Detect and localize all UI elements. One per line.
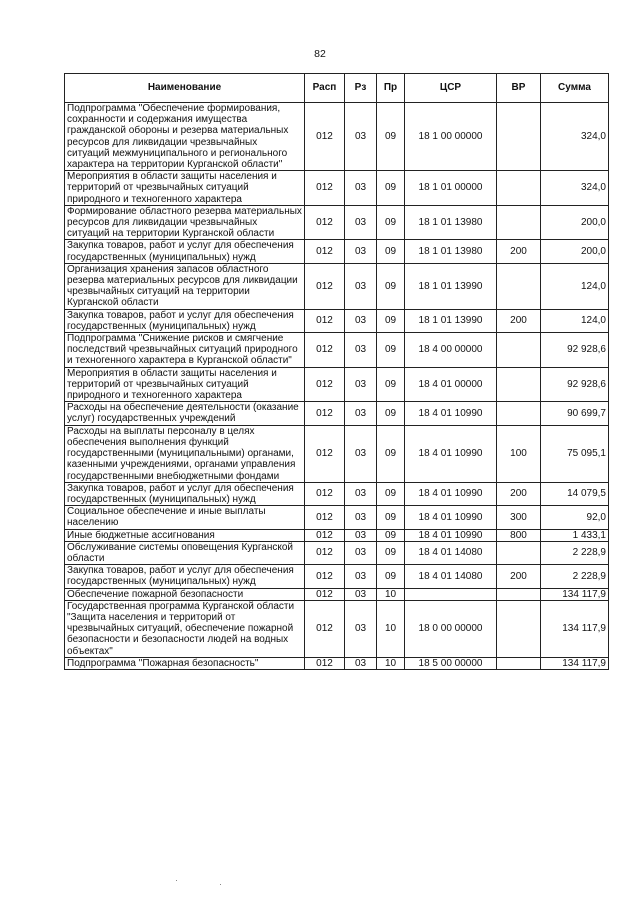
row-sum: 90 699,7 <box>541 402 609 425</box>
scan-speck <box>176 880 177 881</box>
row-sum: 92 928,6 <box>541 367 609 402</box>
table-row <box>65 367 609 402</box>
table-row <box>65 600 609 657</box>
budget-table <box>64 73 609 670</box>
row-name: Иные бюджетные ассигнования <box>65 529 305 541</box>
row-sum: 92 928,6 <box>541 333 609 368</box>
row-name: Государственная программа Курганской области "Защита населения и территорий от чрезвычайных ситуаций, обеспечение пожарной безопасности и безопасности людей на водных объектах" <box>65 600 305 657</box>
row-rz: 03 <box>345 600 377 657</box>
row-vr: 200 <box>497 240 541 263</box>
row-csr: 18 0 00 00000 <box>405 600 497 657</box>
row-pr: 09 <box>377 240 405 263</box>
row-name: Подпрограмма "Обеспечение формирования, сохранности и содержания имущества гражданской обороны и резерва материальных ресурсов для ликвидации чрезвычайных ситуаций межмуниципального и регионального характера на территории Курганской области" <box>65 103 305 171</box>
row-vr <box>497 171 541 206</box>
row-rz: 03 <box>345 541 377 564</box>
row-rasp: 012 <box>305 600 345 657</box>
page-number: 82 <box>314 48 326 60</box>
row-vr <box>497 333 541 368</box>
row-pr: 09 <box>377 529 405 541</box>
row-sum: 92,0 <box>541 506 609 529</box>
row-rz: 03 <box>345 402 377 425</box>
row-sum: 14 079,5 <box>541 482 609 505</box>
row-name: Закупка товаров, работ и услуг для обеспечения государственных (муниципальных) нужд <box>65 482 305 505</box>
row-rz: 03 <box>345 565 377 588</box>
row-rz: 03 <box>345 309 377 332</box>
column-header-vr: ВР <box>497 74 541 103</box>
row-sum: 134 117,9 <box>541 588 609 600</box>
row-rasp: 012 <box>305 309 345 332</box>
row-name: Социальное обеспечение и иные выплаты населению <box>65 506 305 529</box>
row-name: Подпрограмма "Пожарная безопасность" <box>65 657 305 669</box>
row-rz: 03 <box>345 171 377 206</box>
row-rz: 03 <box>345 333 377 368</box>
row-sum: 324,0 <box>541 103 609 171</box>
row-csr: 18 4 01 14080 <box>405 565 497 588</box>
row-rz: 03 <box>345 263 377 309</box>
scan-speck <box>220 884 221 885</box>
table-row <box>65 263 609 309</box>
row-name: Мероприятия в области защиты населения и территорий от чрезвычайных ситуаций природного и техногенного характера <box>65 367 305 402</box>
row-vr <box>497 367 541 402</box>
row-csr: 18 4 00 00000 <box>405 333 497 368</box>
row-name: Закупка товаров, работ и услуг для обеспечения государственных (муниципальных) нужд <box>65 565 305 588</box>
row-csr: 18 1 01 13980 <box>405 205 497 240</box>
row-rasp: 012 <box>305 333 345 368</box>
row-pr: 09 <box>377 263 405 309</box>
row-rz: 03 <box>345 506 377 529</box>
table-row <box>65 541 609 564</box>
row-pr: 09 <box>377 425 405 482</box>
row-csr: 18 4 01 10990 <box>405 529 497 541</box>
row-name: Обеспечение пожарной безопасности <box>65 588 305 600</box>
row-name: Закупка товаров, работ и услуг для обеспечения государственных (муниципальных) нужд <box>65 309 305 332</box>
row-vr <box>497 588 541 600</box>
row-csr: 18 4 01 10990 <box>405 482 497 505</box>
row-sum: 75 095,1 <box>541 425 609 482</box>
row-rasp: 012 <box>305 402 345 425</box>
row-vr: 100 <box>497 425 541 482</box>
row-vr: 200 <box>497 565 541 588</box>
row-rz: 03 <box>345 367 377 402</box>
table-row <box>65 482 609 505</box>
column-header-name: Наименование <box>65 74 305 103</box>
row-rasp: 012 <box>305 541 345 564</box>
row-vr <box>497 541 541 564</box>
row-sum: 134 117,9 <box>541 657 609 669</box>
row-csr: 18 1 01 00000 <box>405 171 497 206</box>
row-sum: 124,0 <box>541 263 609 309</box>
row-pr: 09 <box>377 402 405 425</box>
row-pr: 10 <box>377 657 405 669</box>
row-pr: 09 <box>377 103 405 171</box>
row-pr: 09 <box>377 309 405 332</box>
table-row <box>65 529 609 541</box>
row-pr: 09 <box>377 506 405 529</box>
column-header-pr: Пр <box>377 74 405 103</box>
row-sum: 124,0 <box>541 309 609 332</box>
row-sum: 1 433,1 <box>541 529 609 541</box>
row-csr: 18 1 01 13990 <box>405 309 497 332</box>
row-pr: 09 <box>377 171 405 206</box>
row-vr <box>497 103 541 171</box>
row-pr: 09 <box>377 541 405 564</box>
row-rasp: 012 <box>305 529 345 541</box>
table-row <box>65 240 609 263</box>
column-header-rz: Рз <box>345 74 377 103</box>
row-rasp: 012 <box>305 263 345 309</box>
row-csr: 18 1 01 13980 <box>405 240 497 263</box>
table-row <box>65 506 609 529</box>
row-pr: 09 <box>377 367 405 402</box>
table-header-row <box>65 74 609 103</box>
row-rz: 03 <box>345 482 377 505</box>
row-name: Мероприятия в области защиты населения и территорий от чрезвычайных ситуаций природного и техногенного характера <box>65 171 305 206</box>
row-rasp: 012 <box>305 103 345 171</box>
row-csr: 18 4 01 10990 <box>405 425 497 482</box>
row-rasp: 012 <box>305 205 345 240</box>
column-header-csr: ЦСР <box>405 74 497 103</box>
row-vr <box>497 600 541 657</box>
row-rasp: 012 <box>305 657 345 669</box>
row-vr: 200 <box>497 309 541 332</box>
row-csr: 18 4 01 10990 <box>405 402 497 425</box>
table-row <box>65 425 609 482</box>
row-name: Расходы на выплаты персоналу в целях обеспечения выполнения функций государственными (муниципальными) органами, казенными учреждениями, органами управления государственными внебюджетными фондами <box>65 425 305 482</box>
table-row <box>65 657 609 669</box>
row-vr <box>497 263 541 309</box>
column-header-rasp: Расп <box>305 74 345 103</box>
row-rasp: 012 <box>305 482 345 505</box>
column-header-sum: Сумма <box>541 74 609 103</box>
table-row <box>65 333 609 368</box>
row-rz: 03 <box>345 657 377 669</box>
row-pr: 09 <box>377 565 405 588</box>
row-csr: 18 4 01 10990 <box>405 506 497 529</box>
row-vr <box>497 205 541 240</box>
row-rasp: 012 <box>305 425 345 482</box>
row-rasp: 012 <box>305 565 345 588</box>
row-name: Закупка товаров, работ и услуг для обеспечения государственных (муниципальных) нужд <box>65 240 305 263</box>
table-row <box>65 565 609 588</box>
row-sum: 324,0 <box>541 171 609 206</box>
table-row <box>65 103 609 171</box>
table-row <box>65 171 609 206</box>
row-vr <box>497 402 541 425</box>
row-rz: 03 <box>345 103 377 171</box>
row-name: Формирование областного резерва материальных ресурсов для ликвидации чрезвычайных ситуаций на территории Курганской области <box>65 205 305 240</box>
row-rz: 03 <box>345 529 377 541</box>
table-row <box>65 402 609 425</box>
row-name: Организация хранения запасов областного резерва материальных ресурсов для ликвидации чрезвычайных ситуаций на территории Курганской области <box>65 263 305 309</box>
row-csr: 18 5 00 00000 <box>405 657 497 669</box>
table-row <box>65 205 609 240</box>
row-csr: 18 4 01 00000 <box>405 367 497 402</box>
row-sum: 2 228,9 <box>541 565 609 588</box>
row-csr: 18 1 00 00000 <box>405 103 497 171</box>
row-sum: 134 117,9 <box>541 600 609 657</box>
row-rasp: 012 <box>305 367 345 402</box>
row-pr: 10 <box>377 600 405 657</box>
row-csr: 18 1 01 13990 <box>405 263 497 309</box>
row-sum: 200,0 <box>541 205 609 240</box>
row-pr: 09 <box>377 205 405 240</box>
table-row <box>65 588 609 600</box>
row-csr <box>405 588 497 600</box>
row-name: Подпрограмма "Снижение рисков и смягчение последствий чрезвычайных ситуаций природного и техногенного характера в Курганской области" <box>65 333 305 368</box>
row-sum: 2 228,9 <box>541 541 609 564</box>
row-pr: 09 <box>377 482 405 505</box>
row-rasp: 012 <box>305 506 345 529</box>
row-name: Обслуживание системы оповещения Курганской области <box>65 541 305 564</box>
row-rz: 03 <box>345 205 377 240</box>
row-rz: 03 <box>345 588 377 600</box>
row-vr <box>497 657 541 669</box>
row-rasp: 012 <box>305 240 345 263</box>
row-pr: 10 <box>377 588 405 600</box>
table-row <box>65 309 609 332</box>
row-rz: 03 <box>345 240 377 263</box>
row-rasp: 012 <box>305 171 345 206</box>
row-rz: 03 <box>345 425 377 482</box>
row-name: Расходы на обеспечение деятельности (оказание услуг) государственных учреждений <box>65 402 305 425</box>
row-vr: 800 <box>497 529 541 541</box>
row-pr: 09 <box>377 333 405 368</box>
row-sum: 200,0 <box>541 240 609 263</box>
row-rasp: 012 <box>305 588 345 600</box>
row-vr: 200 <box>497 482 541 505</box>
row-vr: 300 <box>497 506 541 529</box>
row-csr: 18 4 01 14080 <box>405 541 497 564</box>
